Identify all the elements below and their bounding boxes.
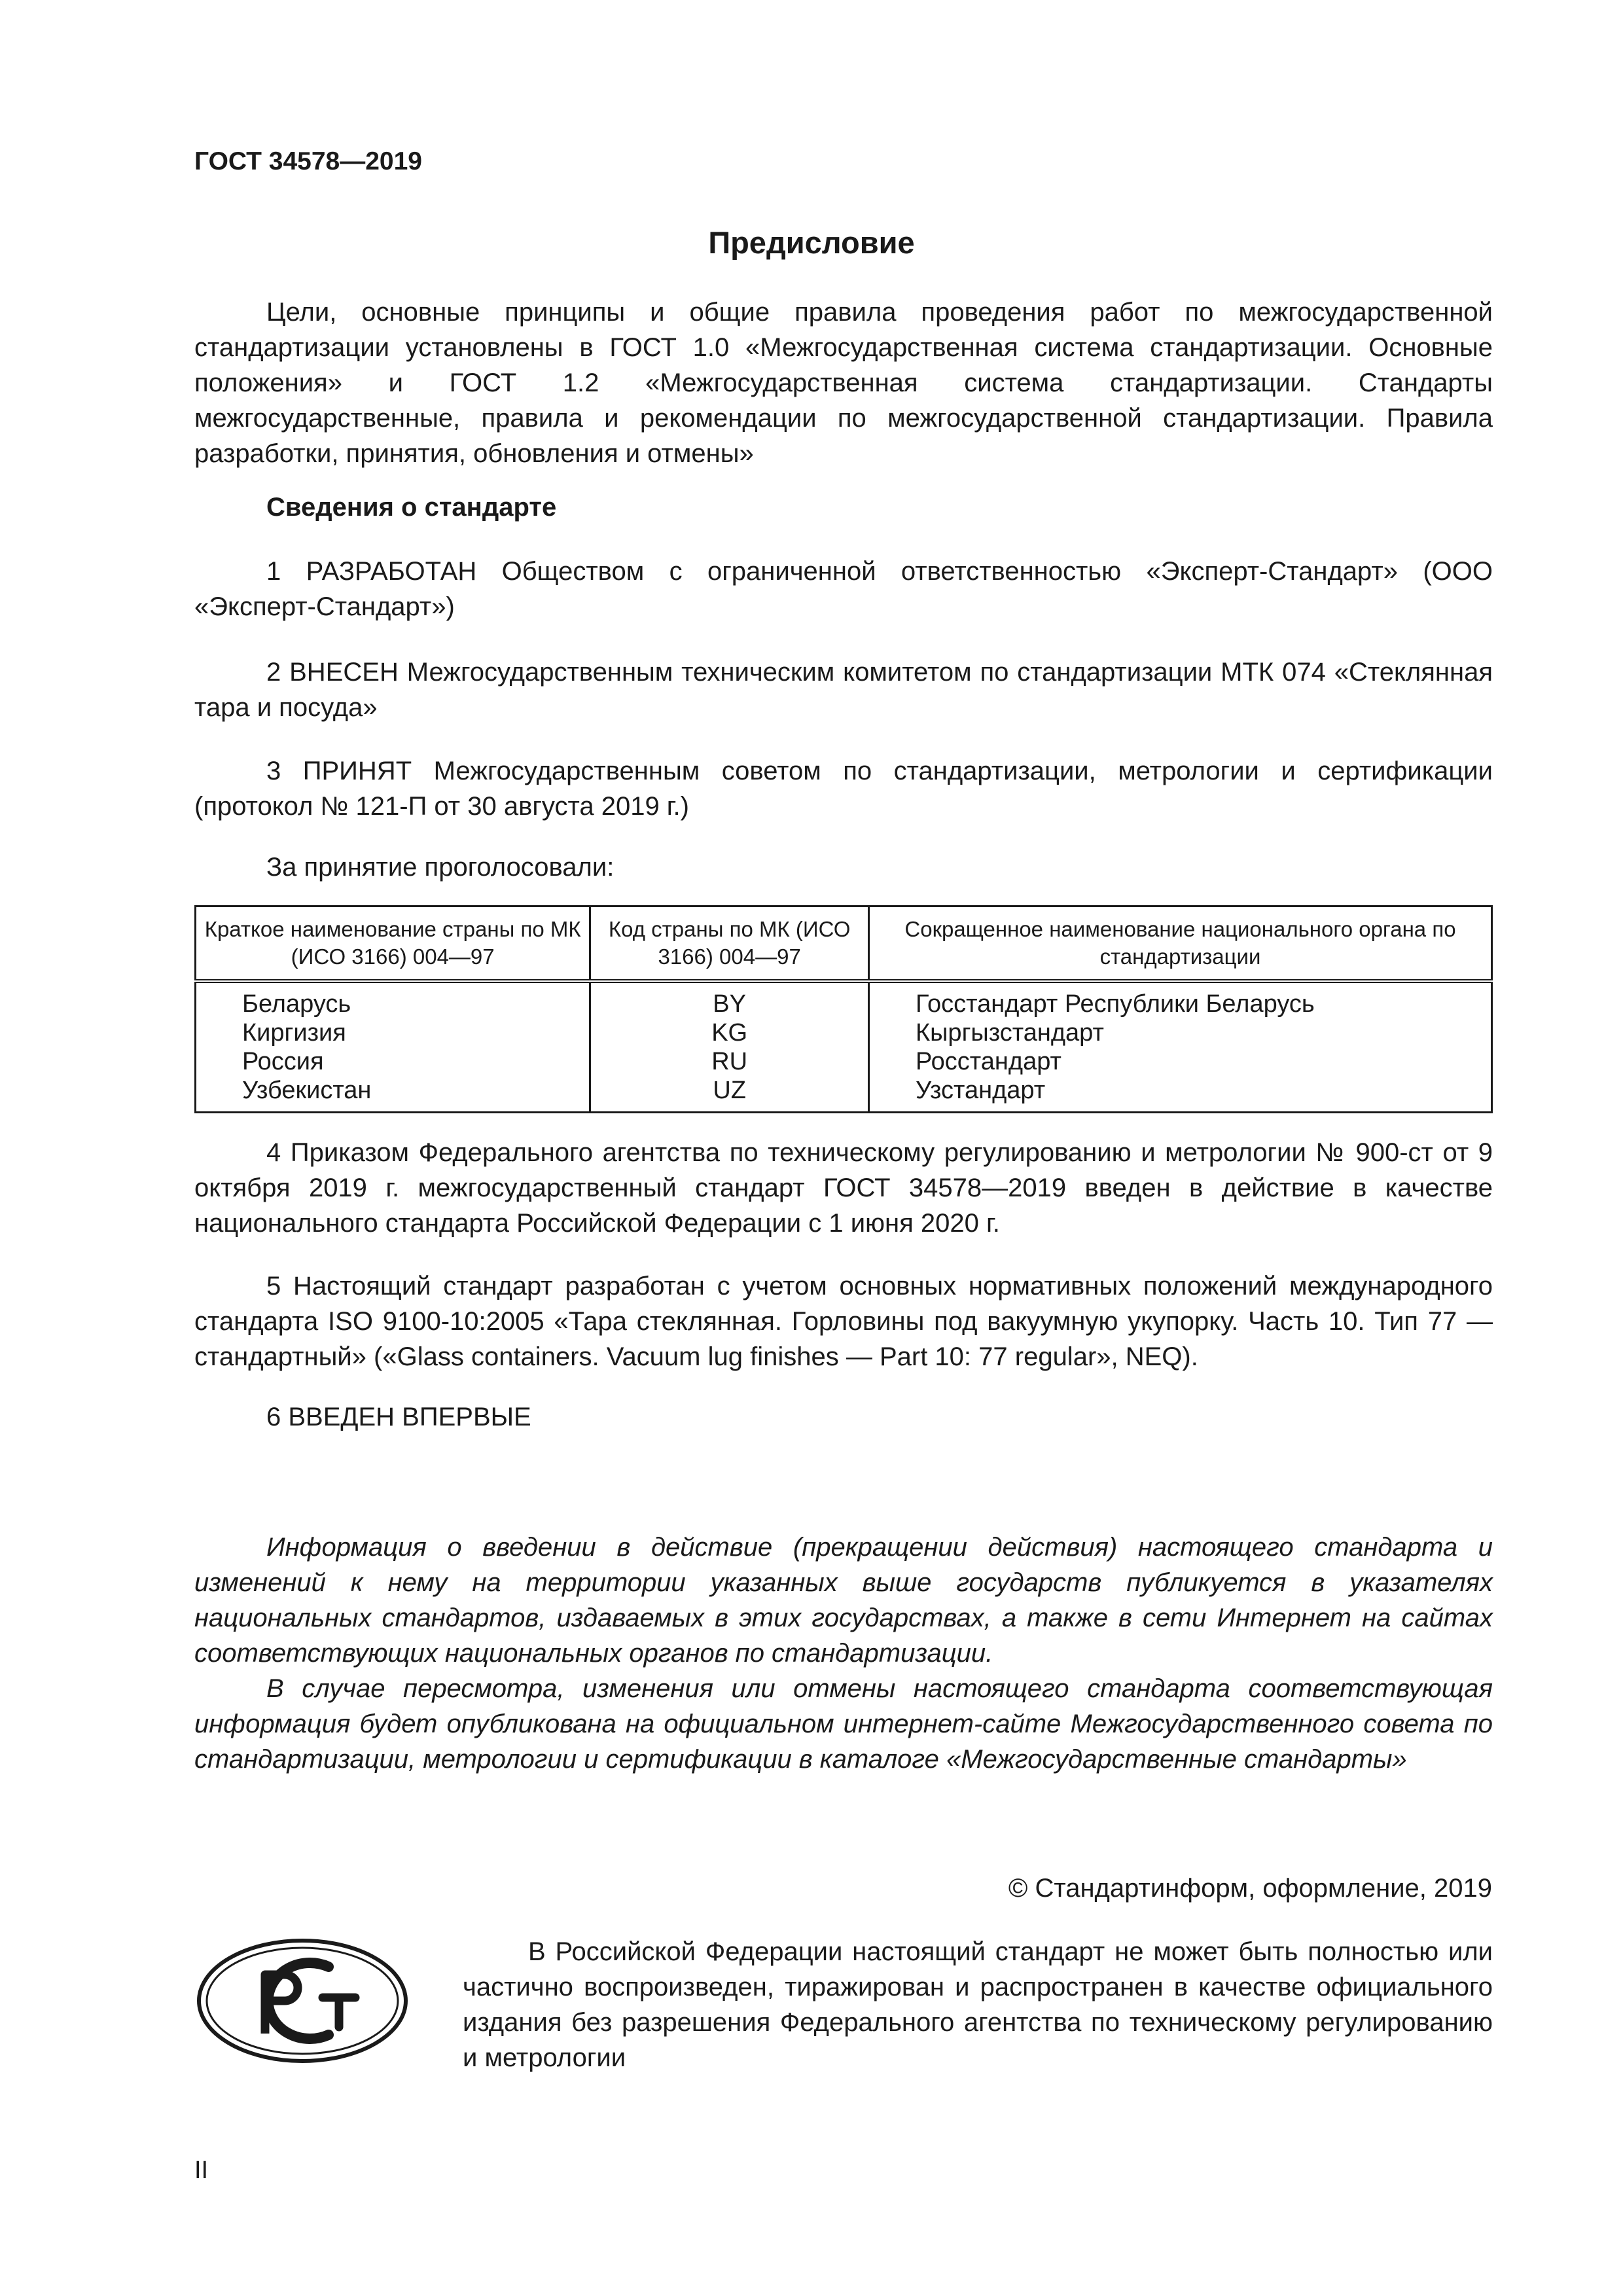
table-cell: BY <box>713 990 746 1018</box>
note-paragraph-2: В случае пересмотра, изменения или отмены настоящего стандарта соответствующая информация будет опубликована на официальном интернет-сайте Межгосударственного совета по стандартизации, метрологии и сертификации в каталоге «Межгосударственные стандарты» <box>194 1674 1493 1774</box>
table-cell: Росстандарт <box>915 1048 1061 1075</box>
table-cell: UZ <box>713 1077 746 1104</box>
table-cell: Россия <box>242 1048 324 1075</box>
rst-logo-icon <box>194 1935 410 2070</box>
table-cell: Киргизия <box>242 1019 346 1047</box>
table-body-row <box>196 981 1492 1113</box>
table-cell: KG <box>711 1019 748 1047</box>
column-header: Краткое наименование страны по МК (ИСО 3166) 004—97 <box>196 906 590 982</box>
page-number: II <box>194 2157 209 2184</box>
intro-paragraph: Цели, основные принципы и общие правила проведения работ по межгосударственной стандартизации установлены в ГОСТ 1.0 «Межгосударственная система стандартизации. Основные положения» и ГОСТ 1.2 «Межгосударственная система стандартизации. Стандарты межгосударственные, правила и рекомендации по межгосударственной стандартизации. Правила разработки, принятия, обновления и отмены» <box>194 298 1493 468</box>
item-2: 2 ВНЕСЕН Межгосударственным техническим комитетом по стандартизации МТК 074 «Стеклянная тара и посуда» <box>194 658 1493 722</box>
item-3: 3 ПРИНЯТ Межгосударственным советом по стандартизации, метрологии и сертификации (протокол № 121-П от 30 августа 2019 г.) <box>194 757 1493 821</box>
item-4: 4 Приказом Федерального агентства по техническому регулированию и метрологии № 900-ст от 9 октября 2019 г. межгосударственный стандарт ГОСТ 34578—2019 введен в действие в качестве национального стандарта Российской Федерации с 1 июня 2020 г. <box>194 1138 1493 1238</box>
column-header: Сокращенное наименование национального органа по стандартизации <box>868 906 1491 982</box>
authority-column <box>868 981 1491 1113</box>
page-title: Предисловие <box>708 225 915 260</box>
item-5: 5 Настоящий стандарт разработан с учетом основных нормативных положений международного стандарта ISO 9100-10:2005 «Тара стеклянная. Горловины под вакуумную укупорку. Часть 10. Тип 77 — стандартный» («Glass containers. Vacuum lug finishes — Part 10: 77 regular», NEQ). <box>194 1272 1493 1371</box>
document-code: ГОСТ 34578—2019 <box>194 147 422 175</box>
item-6: 6 ВВЕДЕН ВПЕРВЫЕ <box>266 1403 531 1431</box>
table-cell: Беларусь <box>242 990 351 1018</box>
item-1: 1 РАЗРАБОТАН Обществом с ограниченной ответственностью «Эксперт-Стандарт» (ООО «Эксперт-Стандарт») <box>194 557 1493 621</box>
vote-table <box>194 905 1493 1113</box>
copyright-line: © Стандартинформ, оформление, 2019 <box>1008 1874 1492 1903</box>
vote-label: За принятие проголосовали: <box>266 853 615 882</box>
table-header-row <box>196 906 1492 982</box>
column-header: Код страны по МК (ИСО 3166) 004—97 <box>590 906 869 982</box>
info-heading: Сведения о стандарте <box>266 493 557 522</box>
table-cell: Госстандарт Республики Беларусь <box>915 990 1315 1018</box>
table-cell: RU <box>711 1048 748 1075</box>
copyright-notice: В Российской Федерации настоящий стандарт не может быть полностью или частично воспроизведен, тиражирован и распространен в качестве официального издания без разрешения Федерального агентства по техническому регулированию и метрологии <box>463 1937 1493 2072</box>
table-cell: Узбекистан <box>242 1077 372 1104</box>
country-column <box>196 981 590 1113</box>
table-cell: Узстандарт <box>915 1077 1046 1104</box>
note-paragraph-1: Информация о введении в действие (прекращении действия) настоящего стандарта и изменений к нему на территории указанных выше государств публикуется в указателях национальных стандартов, издаваемых в этих государствах, а также в сети Интернет на сайтах соответствующих национальных органов по стандартизации. <box>194 1533 1493 1668</box>
code-column <box>590 981 869 1113</box>
table-cell: Кыргызстандарт <box>915 1019 1104 1047</box>
